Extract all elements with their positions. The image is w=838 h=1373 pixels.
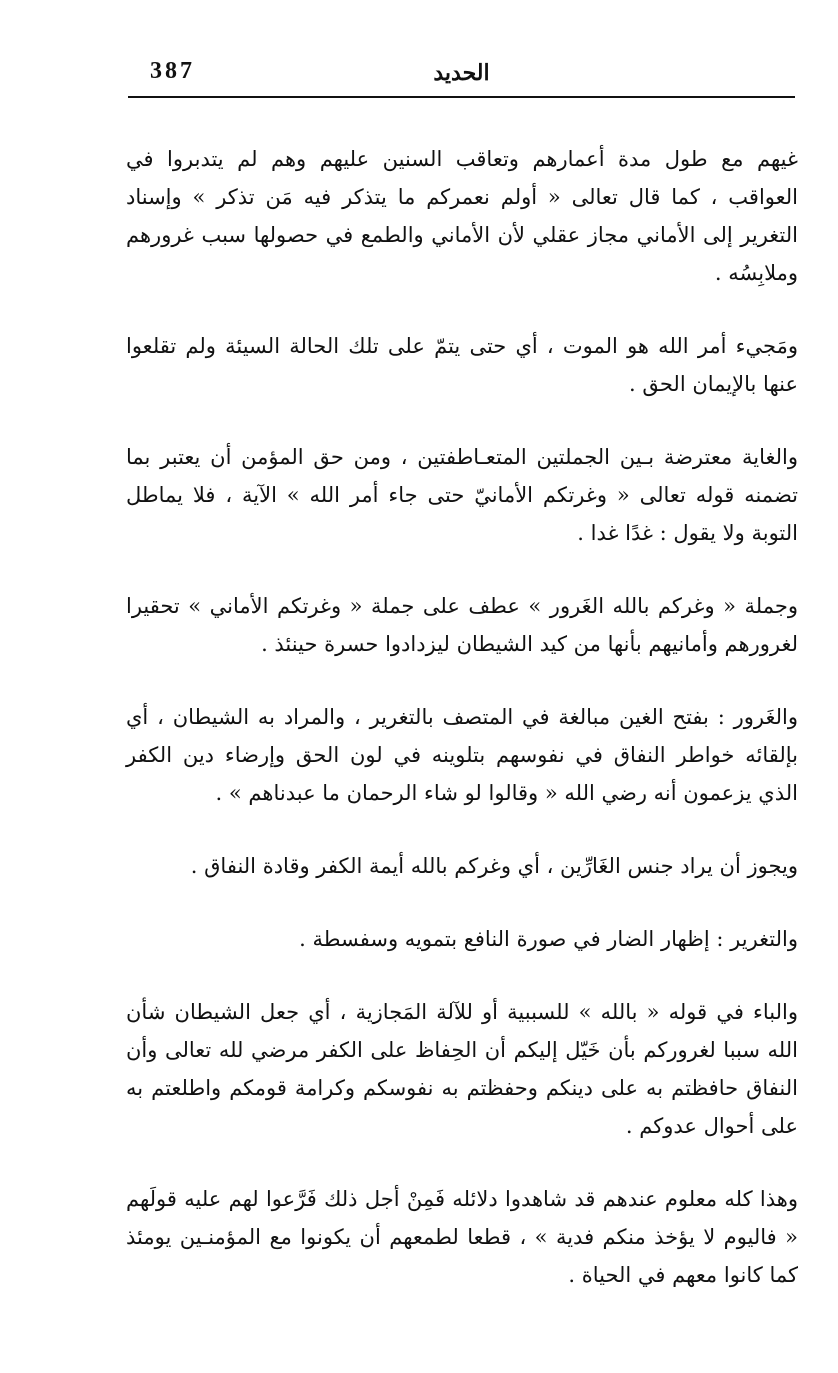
- header-rule: [128, 96, 795, 98]
- paragraph: ومَجيء أمر الله هو الموت ، أي حتى يتمّ على تلك الحالة السيئة ولم تقلعوا عنها بالإيمان الحق .: [126, 334, 798, 396]
- page-header: [128, 58, 795, 98]
- body-text: [126, 140, 798, 1329]
- paragraph: غيهم مع طول مدة أعمارهم وتعاقب السنين عليهم وهم لم يتدبروا في العواقب ، كما قال تعالى « أولم نعمركم ما يتذكر فيه مَن تذكر » وإسناد التغرير إلى الأماني مجاز عقلي لأن الأماني والطمع في حصولها سبب غرورهم وملابِسُه .: [126, 147, 798, 285]
- running-title: الحديد: [433, 60, 490, 86]
- paragraph: وهذا كله معلوم عندهم قد شاهدوا دلائله فَمِنْ أجل ذلك فَرَّعوا لهم عليه قولَهم « فاليوم لا يؤخذ منكم فدية » ، قطعا لطمعهم أن يكونوا مع المؤمنـين يومئذ كما كانوا معهم في الحياة .: [126, 1187, 798, 1287]
- paragraph: والباء في قوله « بالله » للسببية أو للآلة المَجازية ، أي جعل الشيطان شأن الله سببا لغروركم بأن خَيّل إليكم أن الحِفاظ على الكفر مرضي لله تعالى وأن النفاق حافظتم به على دينكم وحفظتم به نفوسكم وكرامة قومكم واطلعتم به على أحوال عدوكم .: [126, 1000, 798, 1138]
- page-number: 387: [150, 58, 195, 84]
- paragraph: والتغرير : إظهار الضار في صورة النافع بتمويه وسفسطة .: [299, 927, 798, 951]
- paragraph: والغاية معترضة بـين الجملتين المتعـاطفتين ، ومن حق المؤمن أن يعتبر بما تضمنه قوله تعالى « وغرتكم الأمانيّ حتى جاء أمر الله » الآية ، فلا يماطل التوبة ولا يقول : غدًا غدا .: [126, 445, 798, 545]
- paragraph: ويجوز أن يراد جنس الغَارِّين ، أي وغركم بالله أيمة الكفر وقادة النفاق .: [190, 854, 798, 878]
- paragraph: وجملة « وغركم بالله الغَرور » عطف على جملة « وغرتكم الأماني » تحقيرا لغرورهم وأمانيهم بأنها من كيد الشيطان ليزدادوا حسرة حينئذ .: [126, 594, 798, 656]
- paragraph: والغَرور : بفتح الغين مبالغة في المتصف بالتغرير ، والمراد به الشيطان ، أي بإلقائه خواطر النفاق في نفوسهم بتلوينه في لون الحق وإرضاء دين الكفر الذي يزعمون أنه رضي الله « وقالوا لو شاء الرحمان ما عبدناهم » .: [126, 705, 798, 805]
